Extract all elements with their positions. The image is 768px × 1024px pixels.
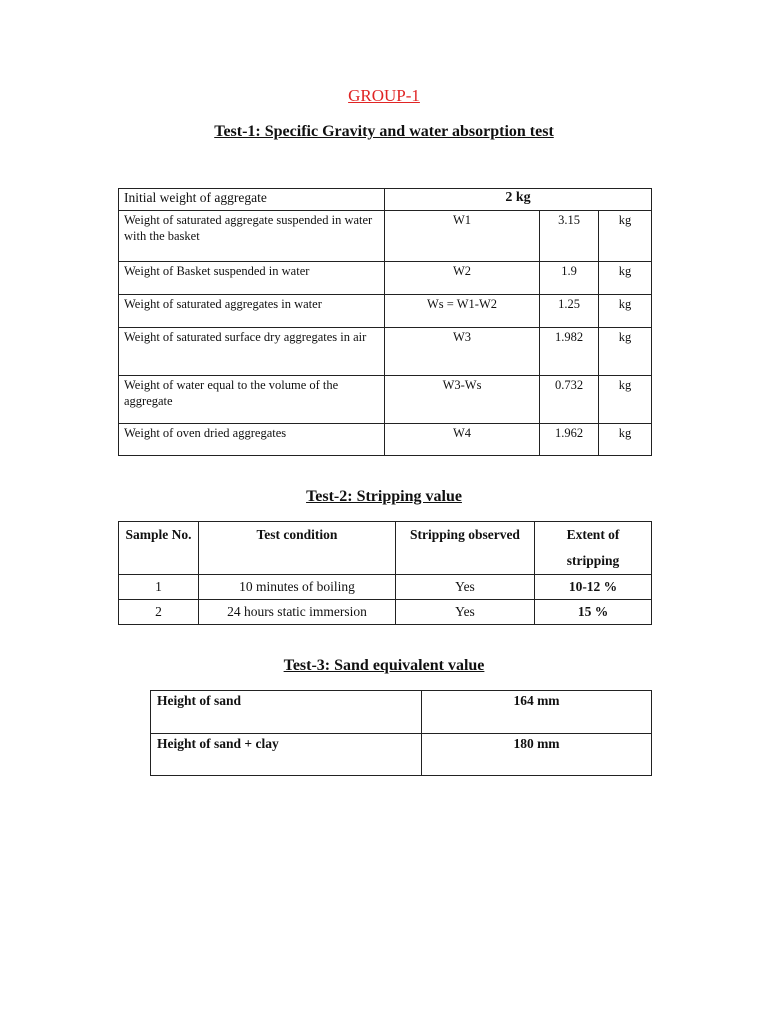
table-cell: 2	[119, 600, 199, 625]
row-description: Weight of water equal to the volume of the aggregate	[119, 376, 385, 424]
test3-heading: Test-3: Sand equivalent value	[283, 657, 485, 674]
row-description: Weight of saturated aggregates in water	[119, 295, 385, 328]
test2-heading: Test-2: Stripping value	[306, 488, 462, 505]
table-row	[119, 211, 652, 262]
row-value: 1.982	[540, 328, 599, 376]
table-header-row	[119, 522, 652, 575]
row-value: 0.732	[540, 376, 599, 424]
table-row	[119, 424, 652, 456]
table-cell: Yes	[396, 600, 535, 625]
column-header: Extent of stripping	[535, 522, 652, 575]
row-value: 1.9	[540, 262, 599, 295]
initial-weight-label: Initial weight of aggregate	[119, 189, 385, 211]
row-value: 164 mm	[422, 691, 652, 734]
table-cell: 10-12 %	[535, 575, 652, 600]
row-unit: kg	[599, 424, 652, 456]
row-symbol: W2	[385, 262, 540, 295]
table-row	[119, 376, 652, 424]
table-row	[119, 295, 652, 328]
table-row	[151, 734, 652, 776]
stripping-value-table	[118, 521, 652, 625]
page-title: GROUP-1	[348, 86, 420, 105]
row-unit: kg	[599, 211, 652, 262]
row-label: Height of sand	[151, 691, 422, 734]
table-cell: 10 minutes of boiling	[199, 575, 396, 600]
table-cell: 1	[119, 575, 199, 600]
row-label: Height of sand + clay	[151, 734, 422, 776]
table-row	[119, 262, 652, 295]
row-unit: kg	[599, 295, 652, 328]
row-value: 1.962	[540, 424, 599, 456]
sand-equivalent-table	[150, 690, 652, 776]
row-description: Weight of oven dried aggregates	[119, 424, 385, 456]
row-symbol: W3	[385, 328, 540, 376]
row-value: 1.25	[540, 295, 599, 328]
table-row	[151, 691, 652, 734]
table-row	[119, 328, 652, 376]
table-row	[119, 600, 652, 625]
column-header: Test condition	[199, 522, 396, 575]
row-unit: kg	[599, 328, 652, 376]
test1-heading: Test-1: Specific Gravity and water absorption test	[214, 123, 554, 140]
initial-weight-value: 2 kg	[385, 189, 652, 211]
table-cell: 24 hours static immersion	[199, 600, 396, 625]
row-value: 180 mm	[422, 734, 652, 776]
row-symbol: W1	[385, 211, 540, 262]
table-row	[119, 575, 652, 600]
row-unit: kg	[599, 376, 652, 424]
row-description: Weight of Basket suspended in water	[119, 262, 385, 295]
column-header: Sample No.	[119, 522, 199, 575]
row-symbol: Ws = W1-W2	[385, 295, 540, 328]
table-cell: Yes	[396, 575, 535, 600]
table-cell: 15 %	[535, 600, 652, 625]
row-value: 3.15	[540, 211, 599, 262]
table-row	[119, 189, 652, 211]
column-header: Stripping observed	[396, 522, 535, 575]
specific-gravity-table	[118, 188, 652, 456]
row-description: Weight of saturated surface dry aggregates in air	[119, 328, 385, 376]
row-unit: kg	[599, 262, 652, 295]
row-description: Weight of saturated aggregate suspended in water with the basket	[119, 211, 385, 262]
row-symbol: W4	[385, 424, 540, 456]
row-symbol: W3-Ws	[385, 376, 540, 424]
